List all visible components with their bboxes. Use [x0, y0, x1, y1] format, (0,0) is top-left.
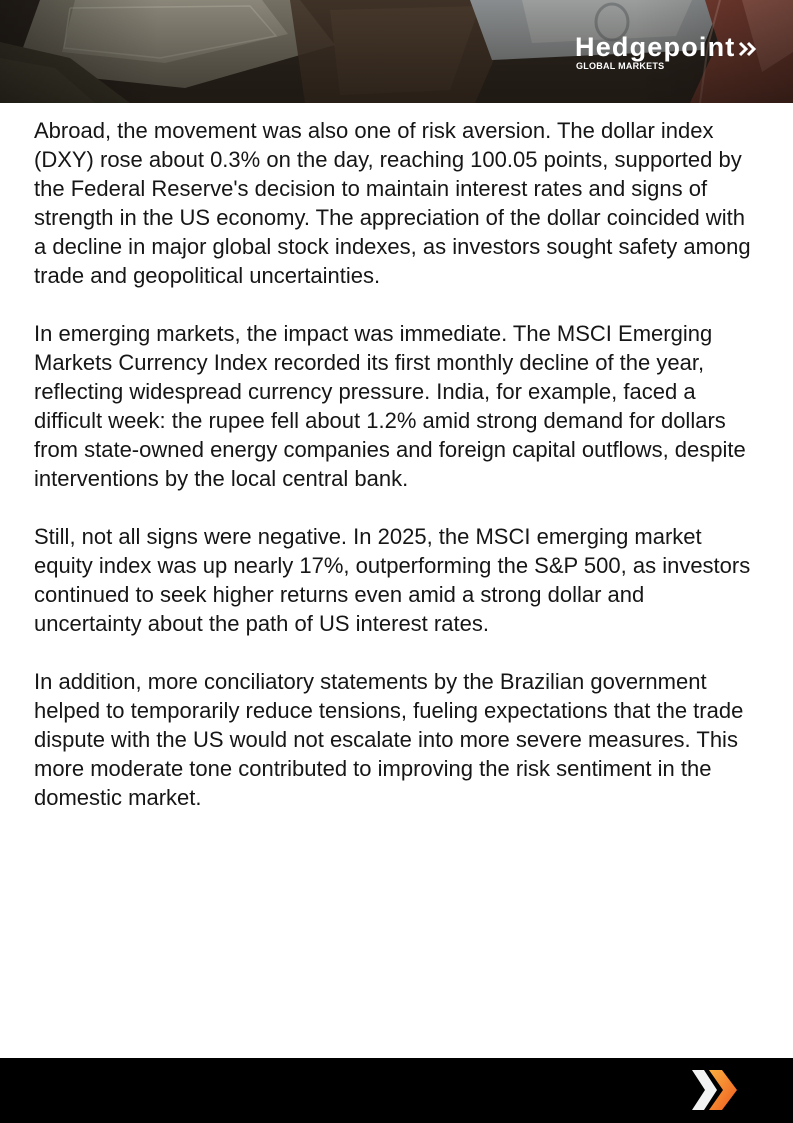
text-line: more moderate tone contributed to improving the risk sentiment in the [34, 756, 712, 781]
text-line: trade and geopolitical uncertainties. [34, 263, 381, 288]
text-line: In emerging markets, the impact was immediate. The MSCI Emerging [34, 321, 713, 346]
paragraph [34, 667, 759, 812]
paragraph [34, 116, 759, 290]
text-line: dispute with the US would not escalate into more severe measures. This [34, 727, 738, 752]
text-line: Abroad, the movement was also one of risk aversion. The dollar index [34, 118, 714, 143]
text-line: from state-owned energy companies and foreign capital outflows, despite [34, 437, 746, 462]
text-line: uncertainty about the path of US interest rates. [34, 611, 489, 636]
text-line: In addition, more conciliatory statements by the Brazilian government [34, 669, 707, 694]
text-line: interventions by the local central bank. [34, 466, 409, 491]
text-line: continued to seek higher returns even amid a strong dollar and [34, 582, 645, 607]
article-body [34, 116, 759, 841]
text-line: the Federal Reserve's decision to maintain interest rates and signs of [34, 176, 708, 201]
footer-bar [0, 1058, 793, 1123]
text-line: reflecting widespread currency pressure. India, for example, faced a [34, 379, 696, 404]
paragraph [34, 319, 759, 493]
text-line: helped to temporarily reduce tensions, fueling expectations that the trade [34, 698, 744, 723]
brand-name: Hedgepoint [575, 32, 736, 62]
brand-tagline: GLOBAL MARKETS [576, 61, 665, 71]
text-line: strength in the US economy. The appreciation of the dollar coincided with [34, 205, 745, 230]
double-chevron-icon [738, 41, 757, 57]
text-line: difficult week: the rupee fell about 1.2% amid strong demand for dollars [34, 408, 726, 433]
text-line: equity index was up nearly 17%, outperforming the S&P 500, as investors [34, 553, 751, 578]
paragraph [34, 522, 759, 638]
text-line: a decline in major global stock indexes, as investors sought safety among [34, 234, 751, 259]
text-line: Still, not all signs were negative. In 2025, the MSCI emerging market [34, 524, 702, 549]
text-line: (DXY) rose about 0.3% on the day, reaching 100.05 points, supported by [34, 147, 742, 172]
text-line: domestic market. [34, 785, 202, 810]
chevron-logo-icon [688, 1067, 740, 1113]
text-line: Markets Currency Index recorded its first monthly decline of the year, [34, 350, 705, 375]
header-banner [0, 0, 793, 103]
